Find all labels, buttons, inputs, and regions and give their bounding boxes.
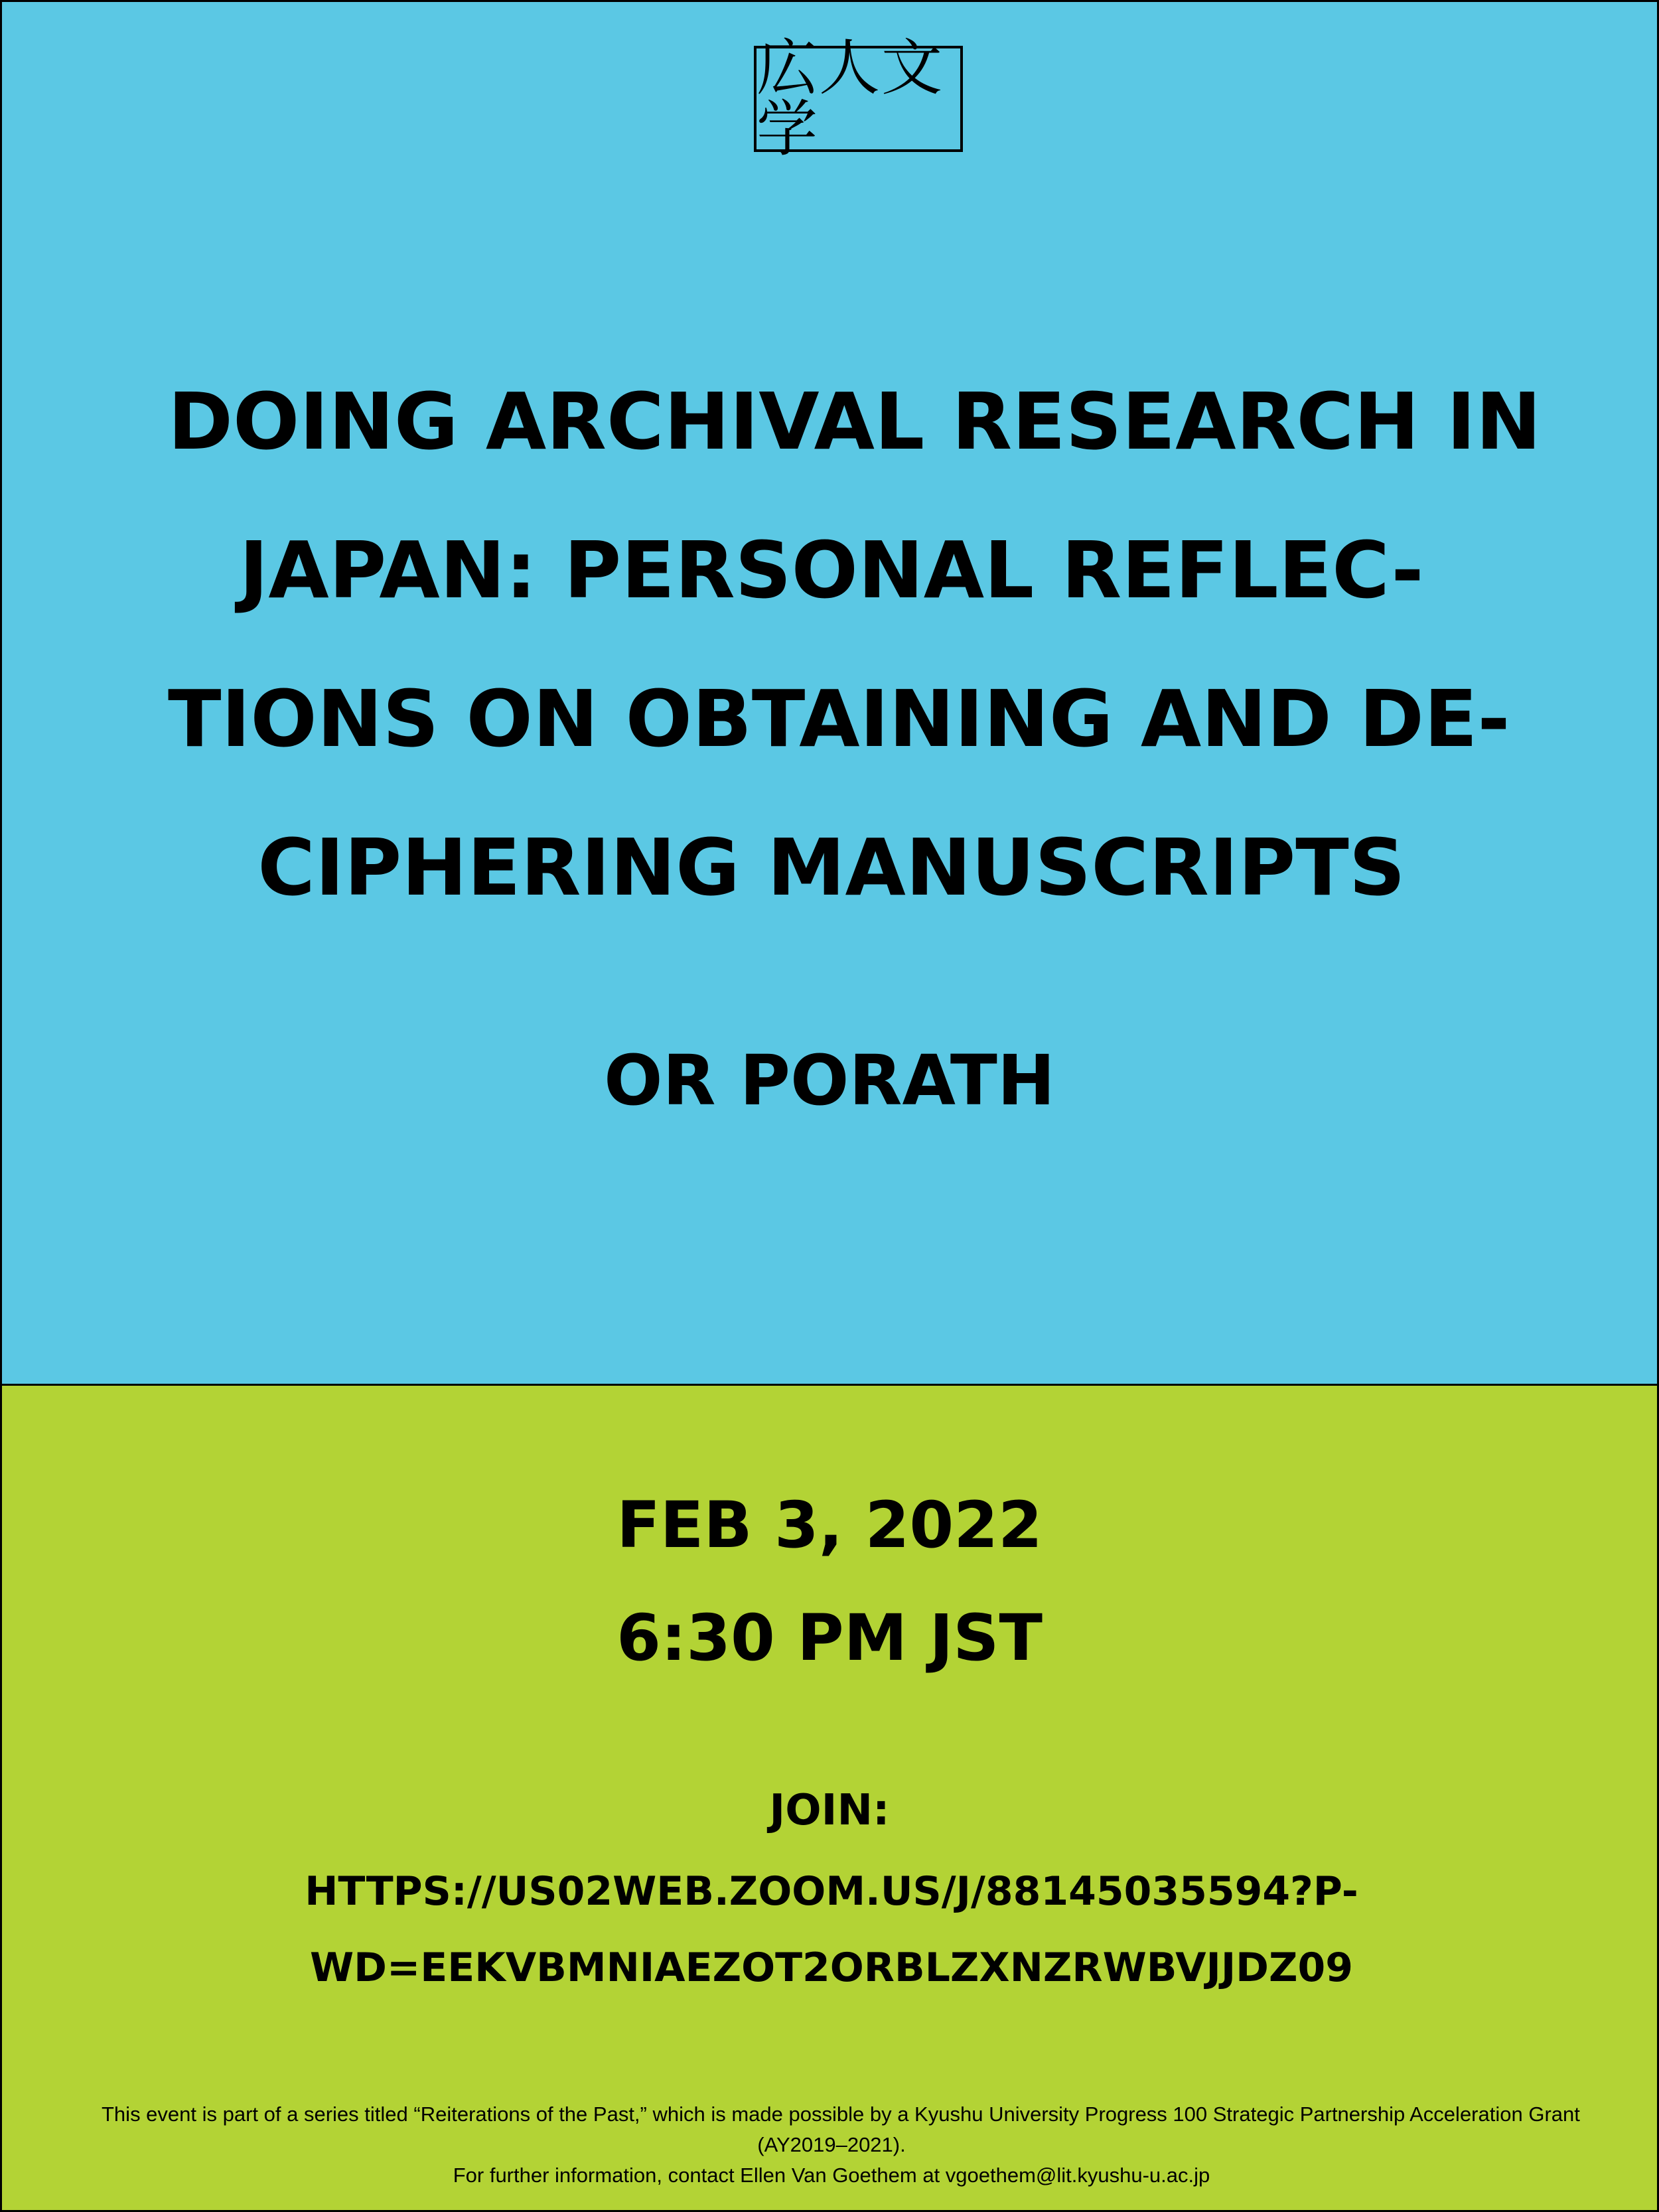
title-line-2: JAPAN: PERSONAL REFLEC-: [239, 524, 1424, 616]
zoom-join-link[interactable]: [168, 1854, 1495, 2006]
footer-contact: For further information, contact Ellen Van Goethem at vgoethem@lit.kyushu-u.ac.jp: [453, 2164, 1210, 2187]
top-panel: [2, 2, 1657, 1386]
footer-line-2: (AY2019–2021).: [757, 2133, 906, 2156]
event-date: FEB 3, 2022: [616, 1488, 1043, 1562]
footer-line-1: This event is part of a series titled “Reiterations of the Past,” which is made possible by a Kyushu University Progress 100 Strategic Partnership Acceleration Grant: [102, 2102, 1580, 2126]
join-link-line-2[interactable]: WD=EEKVBMNIAEZOT2ORBLZXNZRWBVJJDZ09: [310, 1945, 1353, 1991]
logo-stamp: 広人文学: [754, 46, 963, 152]
join-link-line-1[interactable]: HTTPS://US02WEB.ZOOM.US/J/88145035594?P-: [305, 1868, 1358, 1915]
title-line-3: TIONS ON OBTAINING AND DE-: [168, 673, 1510, 765]
speaker-name: OR PORATH: [604, 1040, 1055, 1121]
title-line-4: CIPHERING MANUSCRIPTS: [257, 822, 1406, 913]
title-line-1: DOING ARCHIVAL RESEARCH IN: [168, 376, 1542, 467]
footer-note: [102, 2099, 1580, 2191]
join-label: JOIN:: [769, 1786, 890, 1835]
event-title: [168, 347, 1542, 942]
event-time: 6:30 PM JST: [616, 1601, 1043, 1675]
